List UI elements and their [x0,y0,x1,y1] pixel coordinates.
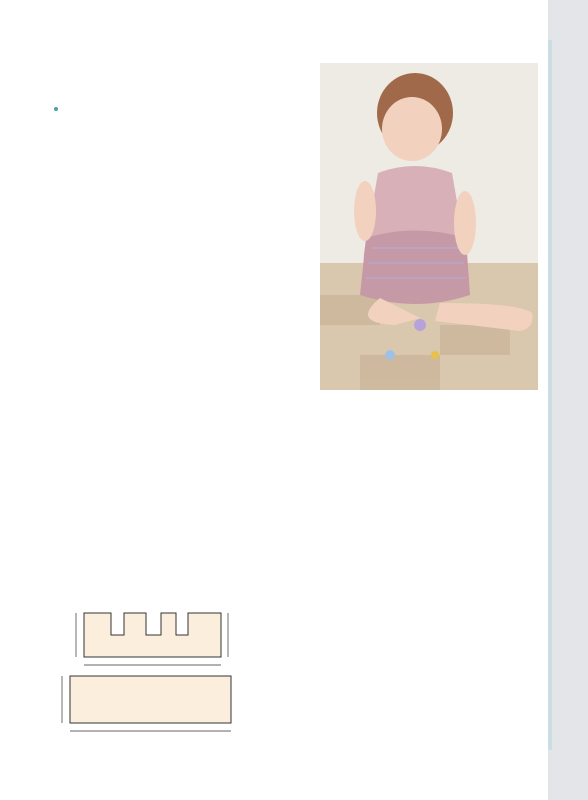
page-edge [548,0,588,800]
pattern-title [54,61,60,82]
page-footer [486,776,490,787]
granny-stitch-chart [258,586,420,754]
column-1 [54,92,207,103]
texture-stitch-chart [418,640,546,746]
garment-schematic [36,580,266,742]
baby-dress-photo [320,63,538,390]
